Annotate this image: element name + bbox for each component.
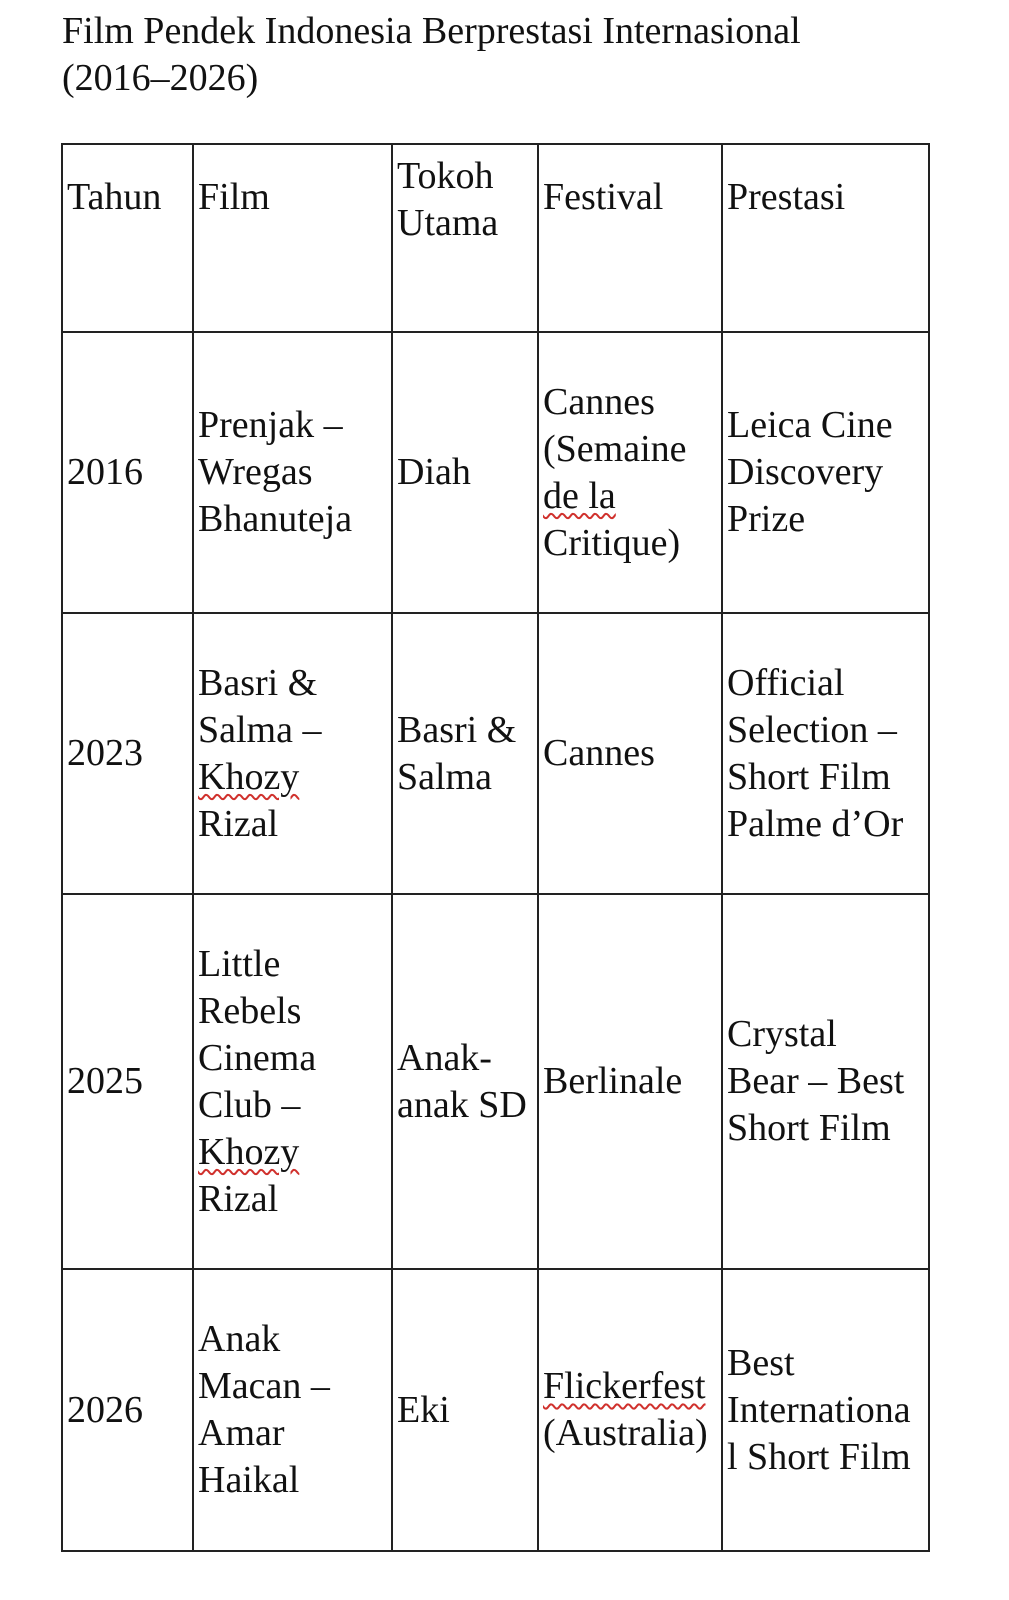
cell-festival: [538, 894, 722, 1269]
film-line: Rizal: [198, 802, 279, 845]
cell-prestasi: [722, 332, 929, 613]
film-line: Haikal: [198, 1459, 300, 1501]
table-row: [62, 613, 929, 894]
film-line: Rebels: [198, 989, 302, 1032]
tokoh-line: Eki: [397, 1388, 450, 1431]
film-line: Anak: [198, 1318, 281, 1360]
prestasi-line: Bear – Best: [727, 1060, 905, 1102]
header-tokoh-label-line-2: Utama: [397, 202, 499, 244]
tokoh-line: anak SD: [397, 1083, 527, 1126]
tokoh-line: Diah: [397, 451, 471, 493]
tahun-value: 2016: [67, 451, 143, 493]
film-line: Amar: [198, 1412, 285, 1454]
prestasi-line: Crystal: [727, 1013, 837, 1055]
film-line: Little: [198, 942, 281, 985]
spellcheck-word: de la: [543, 474, 616, 517]
cell-festival: [538, 613, 722, 894]
spellcheck-word: Flickerfest: [543, 1365, 706, 1407]
spellcheck-word: Khozy: [198, 755, 300, 798]
header-prestasi-label: Prestasi: [727, 176, 846, 218]
cell-prestasi: [722, 613, 929, 894]
film-line: Rizal: [198, 1177, 279, 1220]
festival-line: (Semaine: [543, 427, 687, 470]
film-line: Salma –: [198, 708, 322, 751]
cell-tokoh: [392, 894, 538, 1269]
festival-line: (Australia): [543, 1412, 708, 1454]
cell-film: [193, 894, 392, 1269]
film-line: Basri &: [198, 661, 318, 704]
header-tokoh-label-line-1: Tokoh: [397, 155, 494, 197]
cell-film: [193, 1269, 392, 1551]
header-cell-film: [193, 144, 392, 332]
film-table: [61, 143, 930, 1552]
header-tahun-label: Tahun: [67, 176, 162, 218]
table-row: [62, 332, 929, 613]
prestasi-line: Official: [727, 661, 845, 704]
cell-tokoh: [392, 1269, 538, 1551]
prestasi-line: Prize: [727, 498, 806, 540]
film-line: Macan –: [198, 1365, 330, 1407]
film-line: [198, 754, 387, 801]
cell-prestasi: [722, 894, 929, 1269]
header-cell-prestasi: [722, 144, 929, 332]
cell-tokoh: [392, 613, 538, 894]
prestasi-line: Leica Cine: [727, 404, 893, 446]
tokoh-line: Basri &: [397, 708, 517, 751]
cell-film: [193, 332, 392, 613]
header-cell-tokoh-utama: [392, 144, 538, 332]
header-cell-tahun: [62, 144, 193, 332]
prestasi-line: Palme d’Or: [727, 802, 904, 845]
prestasi-line: Best: [727, 1341, 795, 1384]
festival-line: [543, 473, 717, 520]
film-line: Prenjak –: [198, 404, 343, 446]
tahun-value: 2026: [67, 1388, 143, 1431]
table-header-row: [62, 144, 929, 332]
header-cell-festival: [538, 144, 722, 332]
festival-line: Berlinale: [543, 1060, 683, 1102]
festival-line: Cannes: [543, 732, 655, 774]
cell-tahun: [62, 332, 193, 613]
film-line: Bhanuteja: [198, 498, 353, 540]
document-title: [62, 8, 962, 102]
cell-tahun: [62, 1269, 193, 1551]
cell-tahun: [62, 613, 193, 894]
spellcheck-word: Khozy: [198, 1130, 300, 1173]
prestasi-line: Short Film: [727, 1107, 891, 1149]
film-line: Cinema: [198, 1036, 317, 1079]
cell-prestasi: [722, 1269, 929, 1551]
festival-line: [543, 1363, 717, 1410]
table-row: [62, 1269, 929, 1551]
film-line: Club –: [198, 1083, 301, 1126]
prestasi-line: Selection –: [727, 708, 897, 751]
tokoh-line: Anak-: [397, 1036, 492, 1079]
header-festival-label: Festival: [543, 176, 664, 218]
film-line: Wregas: [198, 451, 313, 493]
cell-film: [193, 613, 392, 894]
film-line: [198, 1129, 387, 1176]
table-row: [62, 894, 929, 1269]
cell-tokoh: [392, 332, 538, 613]
festival-line: Cannes: [543, 380, 655, 423]
cell-festival: [538, 332, 722, 613]
prestasi-line: l Short Film: [727, 1435, 911, 1478]
document-title-line-1: Film Pendek Indonesia Berprestasi Internasional: [62, 10, 801, 52]
festival-line: Critique): [543, 521, 681, 564]
header-film-label: Film: [198, 176, 270, 218]
tahun-value: 2025: [67, 1060, 143, 1102]
prestasi-line: Internationa: [727, 1388, 911, 1431]
tahun-value: 2023: [67, 732, 143, 774]
tokoh-line: Salma: [397, 755, 492, 798]
prestasi-line: Discovery: [727, 451, 884, 493]
prestasi-line: Short Film: [727, 755, 891, 798]
document-title-line-2: (2016–2026): [62, 57, 259, 99]
cell-festival: [538, 1269, 722, 1551]
cell-tahun: [62, 894, 193, 1269]
